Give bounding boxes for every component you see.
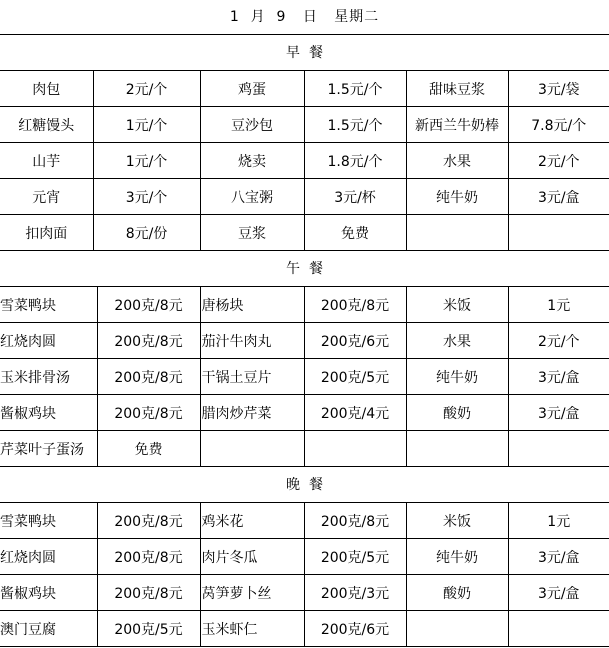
dinner-heading-text: 晚 餐 — [286, 477, 323, 493]
dish-name-cell: 红烧肉圆 — [0, 539, 97, 575]
breakfast-table — [0, 70, 609, 251]
lunch-table — [0, 286, 609, 467]
price-cell: 200克/6元 — [304, 323, 406, 359]
dish-name-cell: 水果 — [406, 143, 508, 179]
dish-name-cell: 酱椒鸡块 — [0, 395, 97, 431]
price-cell — [304, 431, 406, 467]
menu-date-title — [0, 0, 609, 34]
weekday: 星期二 — [334, 9, 380, 25]
price-cell: 3元/个 — [93, 179, 200, 215]
dish-name-cell: 干锅土豆片 — [200, 359, 304, 395]
price-cell: 200克/5元 — [304, 539, 406, 575]
dish-name-cell: 八宝粥 — [200, 179, 304, 215]
dish-name-cell: 肉包 — [0, 71, 93, 107]
price-cell: 200克/8元 — [97, 503, 200, 539]
lunch-heading-text: 午 餐 — [286, 261, 323, 277]
price-cell: 3元/盒 — [508, 395, 609, 431]
dish-name-cell: 纯牛奶 — [406, 539, 508, 575]
table-row — [0, 503, 609, 539]
price-cell: 2元/个 — [93, 71, 200, 107]
table-row — [0, 143, 609, 179]
dish-name-cell: 鸡蛋 — [200, 71, 304, 107]
table-row — [0, 395, 609, 431]
dish-name-cell: 烧卖 — [200, 143, 304, 179]
lunch-heading — [0, 250, 609, 287]
table-row — [0, 575, 609, 611]
price-cell: 200克/4元 — [304, 395, 406, 431]
price-cell: 200克/8元 — [304, 287, 406, 323]
table-row — [0, 215, 609, 251]
price-cell: 200克/3元 — [304, 575, 406, 611]
price-cell: 200克/8元 — [97, 287, 200, 323]
price-cell: 3元/杯 — [304, 179, 406, 215]
table-row — [0, 431, 609, 467]
price-cell: 7.8元/个 — [508, 107, 609, 143]
price-cell: 3元/盒 — [508, 539, 609, 575]
dish-name-cell: 新西兰牛奶棒 — [406, 107, 508, 143]
price-cell: 1元 — [508, 287, 609, 323]
table-row — [0, 611, 609, 647]
dish-name-cell — [406, 215, 508, 251]
table-row — [0, 107, 609, 143]
price-cell: 200克/8元 — [97, 395, 200, 431]
table-row — [0, 359, 609, 395]
price-cell: 2元/个 — [508, 323, 609, 359]
dish-name-cell — [406, 611, 508, 647]
price-cell: 1.8元/个 — [304, 143, 406, 179]
price-cell — [508, 215, 609, 251]
price-cell: 1.5元/个 — [304, 107, 406, 143]
dish-name-cell: 唐杨块 — [200, 287, 304, 323]
dish-name-cell: 酸奶 — [406, 395, 508, 431]
dish-name-cell: 豆沙包 — [200, 107, 304, 143]
dinner-heading — [0, 466, 609, 503]
table-row — [0, 287, 609, 323]
dinner-table — [0, 502, 609, 647]
dish-name-cell: 芹菜叶子蛋汤 — [0, 431, 97, 467]
dish-name-cell: 澳门豆腐 — [0, 611, 97, 647]
dish-name-cell: 山芋 — [0, 143, 93, 179]
dish-name-cell: 雪菜鸭块 — [0, 287, 97, 323]
price-cell: 200克/5元 — [304, 359, 406, 395]
price-cell: 8元/份 — [93, 215, 200, 251]
price-cell: 3元/盒 — [508, 179, 609, 215]
price-cell: 200克/8元 — [97, 359, 200, 395]
breakfast-heading — [0, 34, 609, 71]
price-cell: 1.5元/个 — [304, 71, 406, 107]
dish-name-cell: 酸奶 — [406, 575, 508, 611]
dish-name-cell: 米饭 — [406, 287, 508, 323]
dish-name-cell: 酱椒鸡块 — [0, 575, 97, 611]
dish-name-cell: 玉米虾仁 — [200, 611, 304, 647]
dish-name-cell: 红糖馒头 — [0, 107, 93, 143]
day: 9 — [276, 9, 287, 25]
price-cell: 1元/个 — [93, 107, 200, 143]
dish-name-cell: 水果 — [406, 323, 508, 359]
month-unit: 月 — [250, 9, 266, 25]
price-cell: 200克/8元 — [304, 503, 406, 539]
table-row — [0, 323, 609, 359]
dish-name-cell: 肉片冬瓜 — [200, 539, 304, 575]
dish-name-cell: 纯牛奶 — [406, 359, 508, 395]
price-cell: 1元/个 — [93, 143, 200, 179]
price-cell: 1元 — [508, 503, 609, 539]
dish-name-cell: 元宵 — [0, 179, 93, 215]
price-cell: 3元/盒 — [508, 359, 609, 395]
dish-name-cell: 扣肉面 — [0, 215, 93, 251]
price-cell: 3元/袋 — [508, 71, 609, 107]
price-cell: 免费 — [304, 215, 406, 251]
price-cell: 3元/盒 — [508, 575, 609, 611]
dish-name-cell — [200, 431, 304, 467]
dish-name-cell: 红烧肉圆 — [0, 323, 97, 359]
price-cell — [508, 431, 609, 467]
month: 1 — [229, 9, 240, 25]
price-cell: 200克/6元 — [304, 611, 406, 647]
dish-name-cell: 鸡米花 — [200, 503, 304, 539]
price-cell: 2元/个 — [508, 143, 609, 179]
price-cell: 200克/8元 — [97, 575, 200, 611]
price-cell: 200克/8元 — [97, 539, 200, 575]
table-row — [0, 71, 609, 107]
dish-name-cell: 豆浆 — [200, 215, 304, 251]
dish-name-cell: 雪菜鸭块 — [0, 503, 97, 539]
dish-name-cell: 米饭 — [406, 503, 508, 539]
day-unit: 日 — [302, 9, 318, 25]
dish-name-cell: 玉米排骨汤 — [0, 359, 97, 395]
dish-name-cell: 莴笋萝卜丝 — [200, 575, 304, 611]
table-row — [0, 539, 609, 575]
breakfast-heading-text: 早 餐 — [286, 45, 323, 61]
price-cell: 200克/8元 — [97, 323, 200, 359]
dish-name-cell: 茄汁牛肉丸 — [200, 323, 304, 359]
dish-name-cell: 甜味豆浆 — [406, 71, 508, 107]
price-cell: 免费 — [97, 431, 200, 467]
price-cell: 200克/5元 — [97, 611, 200, 647]
table-row — [0, 179, 609, 215]
dish-name-cell: 纯牛奶 — [406, 179, 508, 215]
dish-name-cell — [406, 431, 508, 467]
dish-name-cell: 腊肉炒芹菜 — [200, 395, 304, 431]
price-cell — [508, 611, 609, 647]
